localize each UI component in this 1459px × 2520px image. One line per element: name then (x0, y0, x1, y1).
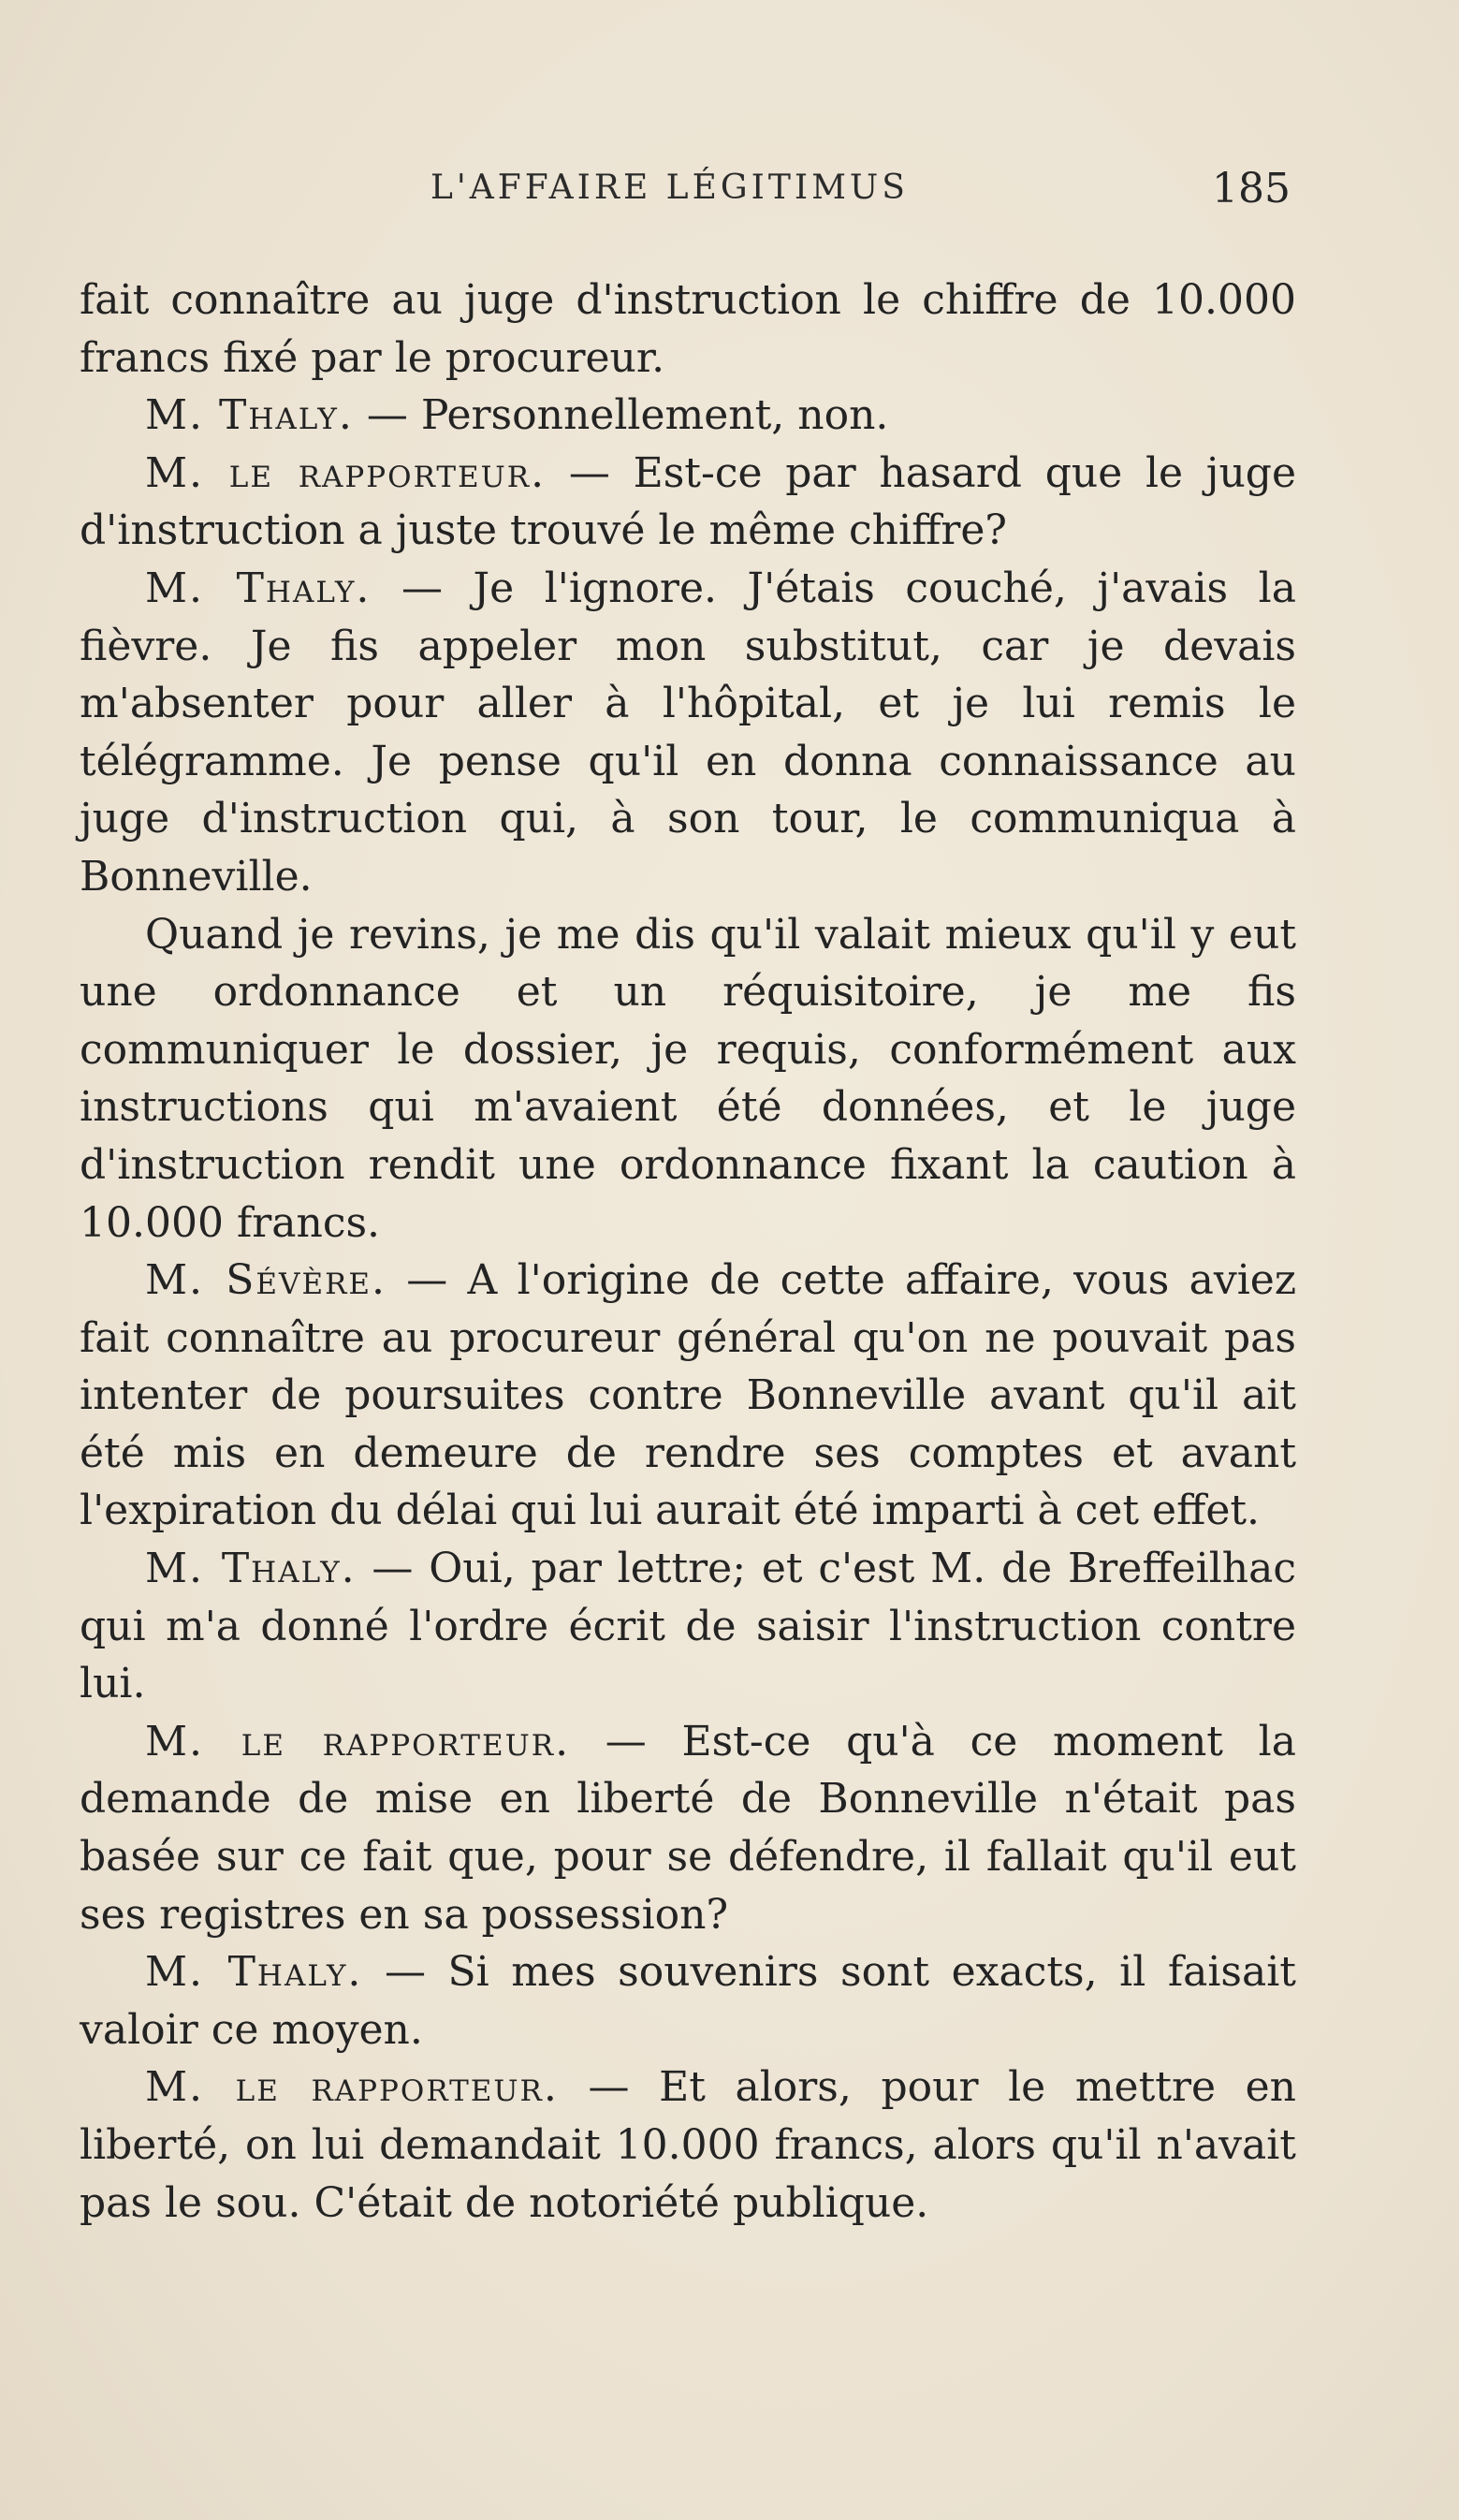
paragraph-text: — A l'origine de cette affaire, vous aviez fait connaître au procureur général qu'on ne pouvait pas intenter de poursuites contre Bonneville avant qu'il ait été mis en demeure de rendre ses comptes et avant l'expiration du délai qui lui aurait été imparti à cet effet. (80, 1256, 1296, 1535)
paragraph-text: fait connaître au juge d'instruction le chiffre de 10.000 francs fixé par le procureur. (80, 276, 1296, 382)
paragraph-text: — Je l'ignore. J'étais couché, j'avais la fièvre. Je fis appeler mon substitut, car je devais m'absenter pour aller à l'hôpital, et je lui remis le télégramme. Je pense qu'il en donna connaissance au juge d'instruction qui, à son tour, le communiqua à Bonneville. (80, 564, 1296, 901)
paragraph (80, 1713, 1296, 1943)
paragraph-text: — Personnellement, non. (353, 391, 889, 440)
page-number: 185 (1212, 165, 1291, 212)
paragraph-text: — Est-ce qu'à ce moment la demande de mise en liberté de Bonneville n'était pas basée sur ce fait que, pour se défendre, il fallait qu'il eut ses registres en sa possession? (80, 1717, 1296, 1939)
speaker-name: M. Thaly. (145, 391, 354, 440)
speaker-name: M. Sévère. (145, 1256, 387, 1305)
speaker-name: M. le rapporteur. (145, 1717, 571, 1765)
paragraph-text: — Et alors, pour le mettre en liberté, on lui demandait 10.000 francs, alors qu'il n'avait pas le sou. C'était de notoriété publique. (80, 2063, 1296, 2227)
paragraph (80, 2058, 1296, 2232)
paragraph (80, 1540, 1296, 1713)
paragraph-text: — Oui, par lettre; et c'est M. de Breffeilhac qui m'a donné l'ordre écrit de saisir l'instruction contre lui. (80, 1545, 1297, 1708)
speaker-name: M. le rapporteur. (145, 2063, 559, 2112)
paragraph (80, 560, 1296, 906)
paragraph (80, 1252, 1296, 1540)
paragraph-text: — Si mes souvenirs sont exacts, il faisait valoir ce moyen. (80, 1948, 1296, 2054)
speaker-name: M. le rapporteur. (145, 448, 547, 497)
paragraph (80, 1943, 1296, 2058)
paragraph (80, 906, 1296, 1253)
body-text (80, 271, 1296, 2232)
paragraph (80, 445, 1296, 560)
speaker-name: M. Thaly. (145, 1948, 363, 1997)
speaker-name: M. Thaly. (145, 564, 372, 612)
paragraph (80, 271, 1296, 387)
speaker-name: M. Thaly. (145, 1545, 357, 1593)
paragraph-text: — Est-ce par hasard que le juge d'instruction a juste trouvé le même chiffre? (80, 448, 1296, 555)
paragraph (80, 387, 1296, 445)
book-page: L'AFFAIRE LÉGITIMUS 185 fait connaître au juge d'instruction le chiffre de 10.000 francs fixé par le procureur. M. Thaly. — Personnellement, non. M. le rapporteur. — Est-ce par hasard que le juge d'instruction a juste trouvé le même chiffre? M. Thaly. — Je l'ignore. J'étais couché, j'avais la fièvre. Je fis appeler mon substitut, car je devais m'absenter pour aller à l'hôpital, et je lui remis le télégramme. Je pense qu'il en donna connaissance au juge d'instruction qui, à son tour, le communiqua à Bonneville. Quand je revins, je me dis qu'il valait mieux qu'il y eut une ordonnance et un réquisitoire, je me fis communiquer le dossier, je requis, conformément aux instructions qui m'avaient été données, et le juge d'instruction rendit une ordonnance fixant la caution à 10.000 francs. M. Sévère. — A l'origine de cette affaire, vous aviez fait connaître au procureur général qu'on ne pouvait pas intenter de poursuites contre Bonneville avant qu'il ait été mis en demeure de rendre ses comptes et avant l'expiration du délai qui lui aurait été imparti à cet effet. M. Thaly. — Oui, par lettre; et c'est M. de Breffeilhac qui m'a donné l'ordre écrit de saisir l'instruction contre lui. M. le rapporteur. — Est-ce qu'à ce moment la demande de mise en liberté de Bonneville n'était pas basée sur ce fait que, pour se défendre, il fallait qu'il eut ses registres en sa possession? M. Thaly. — Si mes souvenirs sont exacts, il faisait valoir ce moyen. M. le rapporteur. — Et alors, pour le mettre en liberté, on lui demandait 10.000 francs, alors qu'il n'avait pas le sou. C'était de notoriété publique. (0, 0, 1459, 2520)
paragraph-text: Quand je revins, je me dis qu'il valait mieux qu'il y eut une ordonnance et un réquisitoire, je me fis communiquer le dossier, je requis, conformément aux instructions qui m'avaient été données, et le juge d'instruction rendit une ordonnance fixant la caution à 10.000 francs. (80, 910, 1296, 1247)
